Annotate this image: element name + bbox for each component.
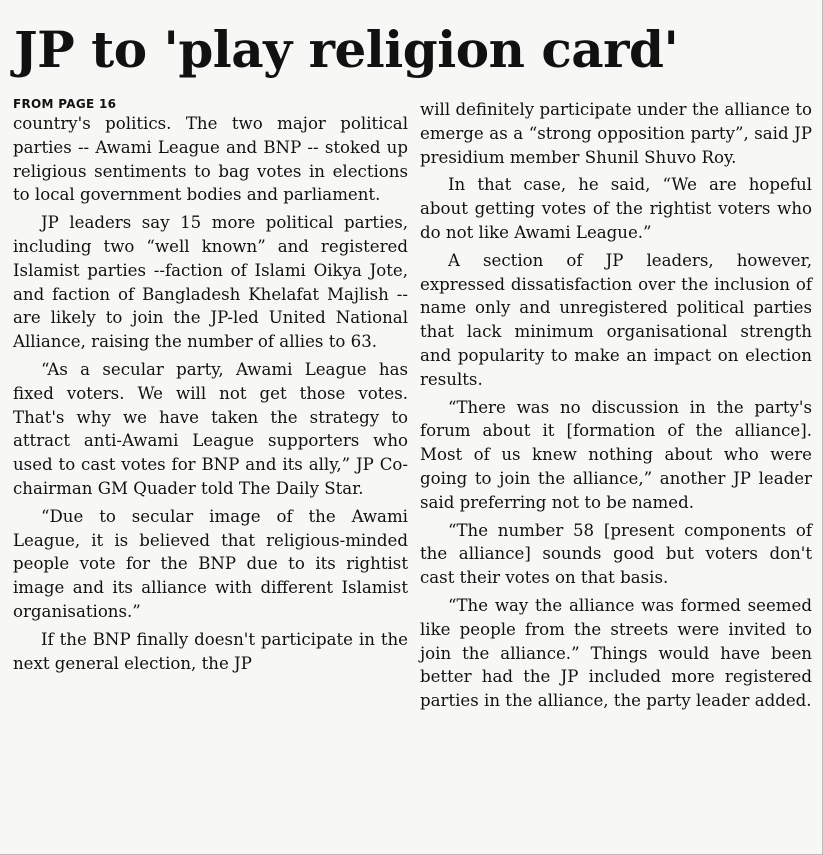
paragraph: In that case, he said, “We are hopeful about getting votes of the rightist voters who do not like Awami League.”	[420, 175, 812, 242]
paragraph: “As a secular party, Awami League has fixed voters. We will not get those votes. That's why we have taken the strategy to attract anti-Awami League supporters who used to cast votes for BNP and its ally,” JP Co-chairman GM Quader told The Daily Star.	[13, 359, 408, 498]
paragraph: A section of JP leaders, however, expressed dissatisfaction over the inclusion of name only and unregistered political parties that lack minimum organisational strength and popularity to make an impact on election results.	[420, 250, 812, 389]
paragraph: “The number 58 [present components of the alliance] sounds good but voters don't cast their votes on that basis.	[420, 520, 812, 588]
paragraph: If the BNP finally doesn't participate in the next general election, the JP	[13, 629, 408, 673]
paragraph: “There was no discussion in the party's forum about it [formation of the alliance]. Most of us knew nothing about who were going to join the alliance,” another JP leader said preferring not to be named.	[420, 397, 812, 512]
paragraph: JP leaders say 15 more political parties, including two “well known” and registered Islamist parties --faction of Islami Oikya Jote, and faction of Bangladesh Khelafat Majlish -- are likely to join the JP-led United National Alliance, raising the number of allies to 63.	[13, 213, 408, 352]
paragraph: “The way the alliance was formed seemed like people from the streets were invited to join the alliance.” Things would have been better had the JP included more registered parties in the alliance, the party leader added.	[420, 595, 812, 711]
paragraph: will definitely participate under the alliance to emerge as a “strong opposition party”, said JP presidium member Shunil Shuvo Roy.	[420, 100, 812, 167]
article-column-left	[13, 96, 408, 679]
headline: JP to 'play religion card'	[14, 20, 679, 79]
paragraph: country's politics. The two major political parties -- Awami League and BNP -- stoked up religious sentiments to bag votes in elections to local government bodies and parliament.	[13, 114, 408, 205]
paragraph: “Due to secular image of the Awami League, it is believed that religious-minded people vote for the BNP due to its rightist image and its alliance with different Islamist organisations.”	[13, 506, 408, 621]
article-column-right	[420, 98, 812, 717]
jump-line: FROM PAGE 16	[13, 97, 117, 111]
